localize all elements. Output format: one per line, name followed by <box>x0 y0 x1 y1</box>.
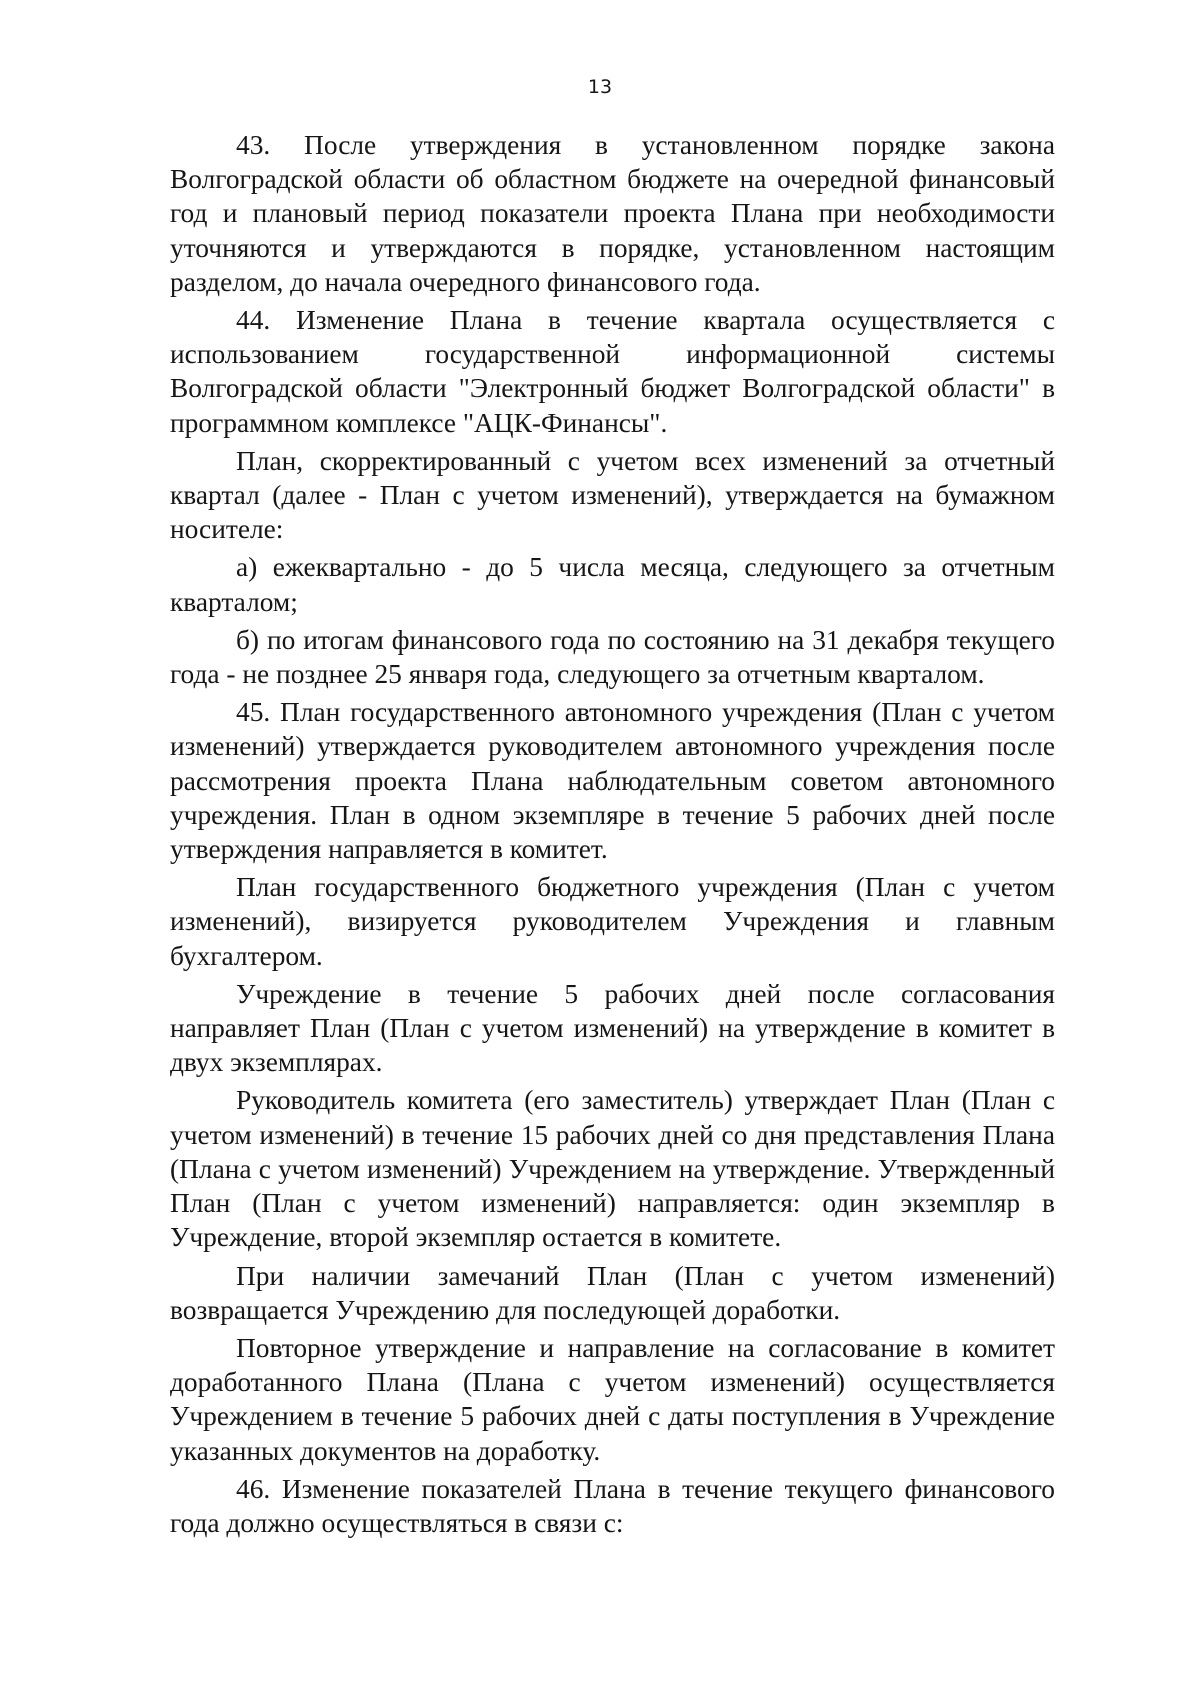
paragraph-43: 43. После утверждения в установленном порядке закона Волгоградской области об областном бюджете на очередной финансовый год и плановый период показатели проекта Плана при необходимости уточняются и утверждаются в порядке, установленном настоящим разделом, до начала очередного финансового года. <box>170 130 1055 297</box>
paragraph-plan-adjusted: План, скорректированный с учетом всех изменений за отчетный квартал (далее - План с учетом изменений), утверждается на бумажном носителе: <box>170 445 1055 545</box>
paragraph-head-approves: Руководитель комитета (его заместитель) утверждает План (План с учетом изменений) в течение 15 рабочих дней со дня представления Плана (Плана с учетом изменений) Учреждением на утверждение. Утвержденный План (План с учетом изменений) направляется: один экземпляр в Учреждение, второй экземпляр остается в комитете. <box>170 1085 1055 1253</box>
paragraph-repeated-approval: Повторное утверждение и направление на согласование в комитет доработанного Плана (Плана с учетом изменений) осуществляется Учреждением в течение 5 рабочих дней с даты поступления в Учреждение указанных документов на доработку. <box>170 1332 1055 1466</box>
paragraph-budget-institution: План государственного бюджетного учреждения (План с учетом изменений), визируется руководителем Учреждения и главным бухгалтером. <box>170 872 1055 971</box>
document-body <box>170 128 1055 1540</box>
paragraph-item-a: а) ежеквартально - до 5 числа месяца, следующего за отчетным кварталом; <box>170 552 1055 617</box>
paragraph-remarks: При наличии замечаний План (План с учетом изменений) возвращается Учреждению для последующей доработки. <box>170 1260 1055 1325</box>
page-number: 13 <box>587 76 613 98</box>
paragraph-46: 46. Изменение показателей Плана в течение текущего финансового года должно осуществляться в связи с: <box>170 1473 1055 1538</box>
paragraph-institution-sends: Учреждение в течение 5 рабочих дней после согласования направляет План (План с учетом изменений) на утверждение в комитет в двух экземплярах. <box>170 978 1055 1078</box>
paragraph-44: 44. Изменение Плана в течение квартала осуществляется с использованием государственной информационной системы Волгоградской области "Электронный бюджет Волгоградской области" в программном комплексе "АЦК-Финансы". <box>170 305 1055 438</box>
paragraph-item-b: б) по итогам финансового года по состоянию на 31 декабря текущего года - не позднее 25 января года, следующего за отчетным кварталом. <box>170 624 1055 690</box>
paragraph-45: 45. План государственного автономного учреждения (План с учетом изменений) утверждается руководителем автономного учреждения после рассмотрения проекта Плана наблюдательным советом автономного учреждения. План в одном экземпляре в течение 5 рабочих дней после утверждения направляется в комитет. <box>170 697 1055 865</box>
